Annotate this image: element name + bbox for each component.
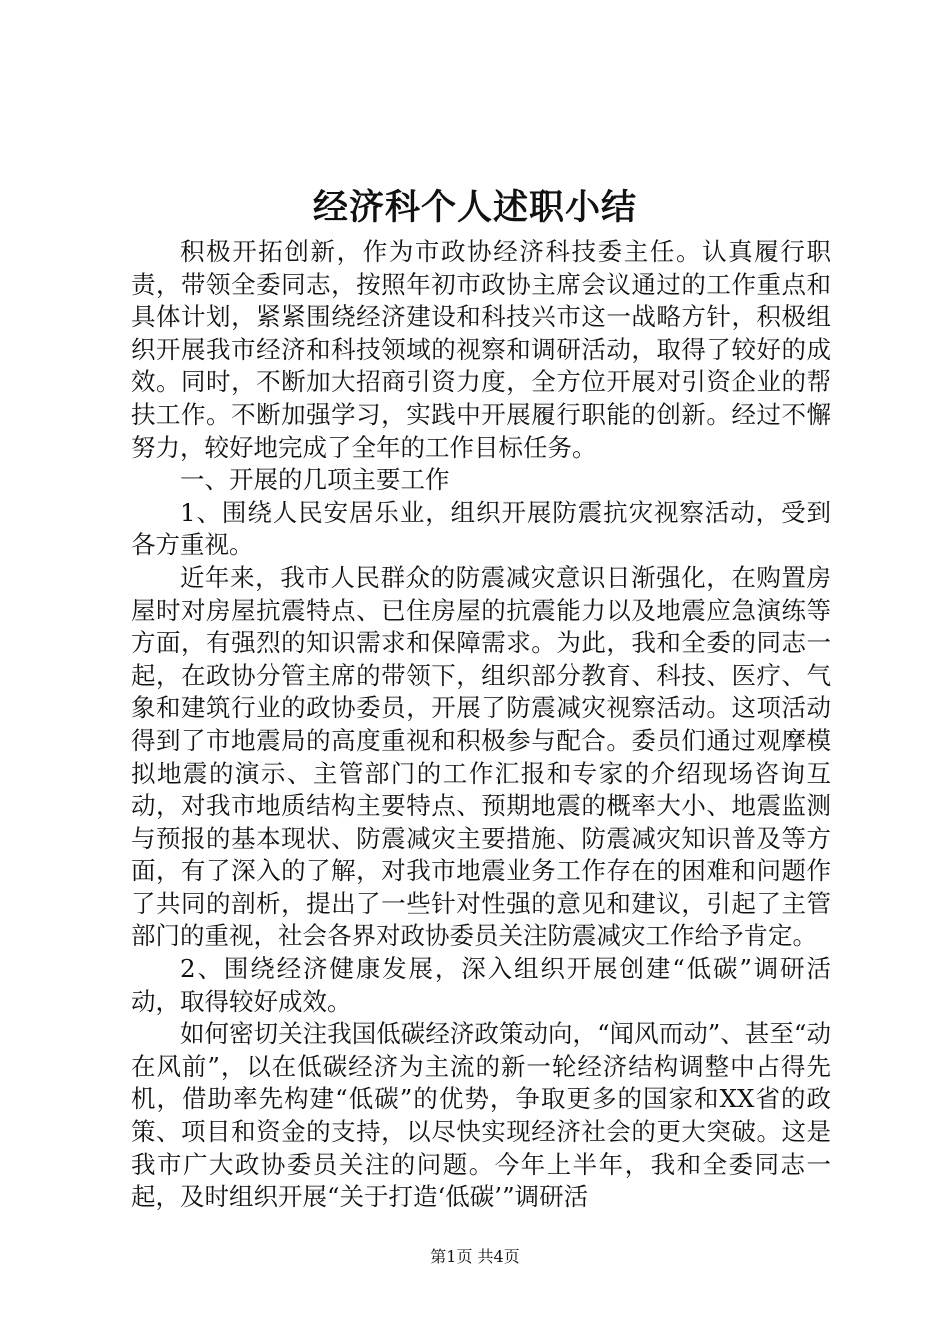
- page-number-footer: 第1页 共4页: [430, 1247, 520, 1266]
- document-title: 经济科个人述职小结: [312, 187, 637, 228]
- paragraph-low-carbon: 如何密切关注我国低碳经济政策动向，“闻风而动”、甚至“动在风前”，以在低碳经济为主流的新一轮经济结构调整中占得先机，借助率先构建“低碳”的优势，争取更多的国家和XX省的政策、项目和资金的支持，以尽快实现经济社会的更大突破。这是我市广大政协委员关注的问题。今年上半年，我和全委同志一起，及时组织开展“关于打造‘低碳’”调研活: [131, 1019, 831, 1212]
- document-body: [131, 236, 831, 1214]
- item-heading-earthquake: 1、围绕人民安居乐业，组织开展防震抗灾视察活动，受到各方重视。: [131, 497, 831, 560]
- paragraph-intro: 积极开拓创新，作为市政协经济科技委主任。认真履行职责，带领全委同志，按照年初市政协主席会议通过的工作重点和具体计划，紧紧围绕经济建设和科技兴市这一战略方针，积极组织开展我市经济和科技领域的视察和调研活动，取得了较好的成效。同时，不断加大招商引资力度，全方位开展对引资企业的帮扶工作。不断加强学习，实践中开展履行职能的创新。经过不懈努力，较好地完成了全年的工作目标任务。: [131, 237, 831, 462]
- paragraph-earthquake: 近年来，我市人民群众的防震减灾意识日渐强化，在购置房屋时对房屋抗震特点、已住房屋的抗震能力以及地震应急演练等方面，有强烈的知识需求和保障需求。为此，我和全委的同志一起，在政协分管主席的带领下，组织部分教育、科技、医疗、气象和建筑行业的政协委员，开展了防震减灾视察活动。这项活动得到了市地震局的高度重视和积极参与配合。委员们通过观摩模拟地震的演示、主管部门的工作汇报和专家的介绍现场咨询互动，对我市地质结构主要特点、预期地震的概率大小、地震监测与预报的基本现状、防震减灾主要措施、防震减灾知识普及等方面，有了深入的了解，对我市地震业务工作存在的困难和问题作了共同的剖析，提出了一些针对性强的意见和建议，引起了主管部门的重视，社会各界对政协委员关注防震减灾工作给予肯定。: [131, 562, 831, 951]
- item-heading-low-carbon: 2、围绕经济健康发展，深入组织开展创建“低碳”调研活动，取得较好成效。: [131, 954, 831, 1016]
- section-heading-main-work: 一、开展的几项主要工作: [180, 465, 450, 495]
